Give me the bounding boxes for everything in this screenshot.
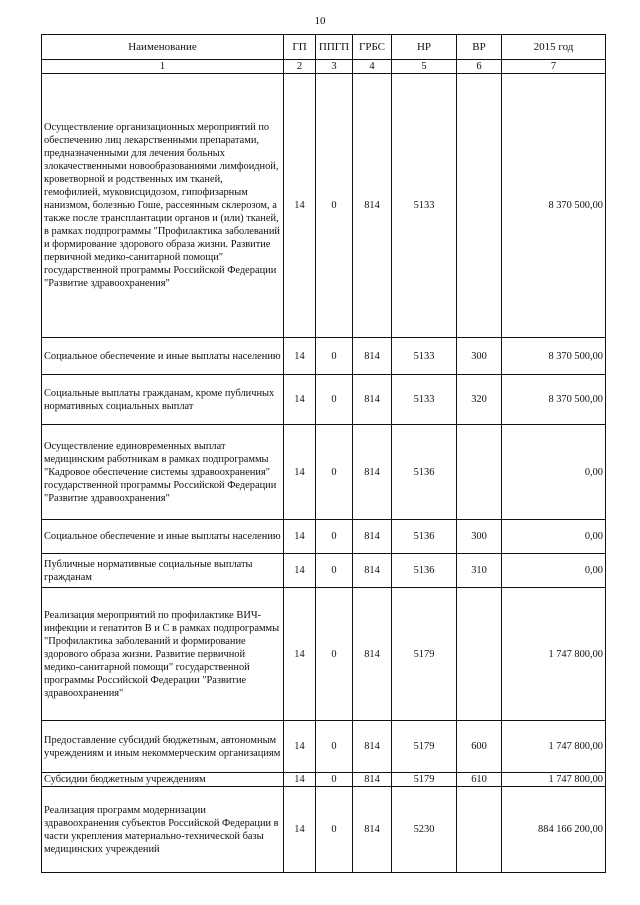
row-gp: 14 xyxy=(284,787,316,873)
header-vr: ВР xyxy=(457,35,502,60)
row-name: Социальное обеспечение и иные выплаты населению xyxy=(42,520,284,554)
row-amount: 0,00 xyxy=(502,425,606,520)
row-nr: 5133 xyxy=(392,338,457,375)
row-ppgp: 0 xyxy=(316,721,353,773)
table-row xyxy=(42,425,606,520)
row-name: Субсидии бюджетным учреждениям xyxy=(42,773,284,787)
row-nr: 5133 xyxy=(392,74,457,338)
row-name: Предоставление субсидий бюджетным, автономным учреждениям и иным некоммерческим организациям xyxy=(42,721,284,773)
row-ppgp: 0 xyxy=(316,773,353,787)
row-name: Публичные нормативные социальные выплаты гражданам xyxy=(42,554,284,588)
row-vr xyxy=(457,787,502,873)
row-nr: 5136 xyxy=(392,554,457,588)
row-vr: 600 xyxy=(457,721,502,773)
row-amount: 8 370 500,00 xyxy=(502,338,606,375)
row-grbs: 814 xyxy=(353,520,392,554)
table-row xyxy=(42,375,606,425)
row-gp: 14 xyxy=(284,773,316,787)
row-gp: 14 xyxy=(284,375,316,425)
row-name: Осуществление организационных мероприятий по обеспечению лиц лекарственными препаратами, предназначенными для лечения больных злокачественными новообразованиями лимфоидной, кроветворной и родственных им тканей, гемофилией, муковисцидозом, гипофизарным нанизмом, болезнью Гоше, рассеянным склерозом, а также после трансплантации органов и (или) тканей, в рамках подпрограммы "Профилактика заболеваний и формирование здорового образа жизни. Развитие первичной медико-санитарной помощи" государственной программы Российской Федерации "Развитие здравоохранения" xyxy=(42,74,284,338)
row-vr xyxy=(457,588,502,721)
row-ppgp: 0 xyxy=(316,787,353,873)
row-amount: 1 747 800,00 xyxy=(502,588,606,721)
row-ppgp: 0 xyxy=(316,338,353,375)
budget-table xyxy=(41,34,606,873)
row-ppgp: 0 xyxy=(316,588,353,721)
row-vr: 320 xyxy=(457,375,502,425)
row-grbs: 814 xyxy=(353,375,392,425)
table-row xyxy=(42,520,606,554)
row-nr: 5230 xyxy=(392,787,457,873)
row-vr: 300 xyxy=(457,338,502,375)
row-name: Реализация мероприятий по профилактике ВИЧ-инфекции и гепатитов В и С в рамках подпрограммы "Профилактика заболеваний и формирование здорового образа жизни. Развитие первичной медико-санитарной помощи" государственной программы Российской Федерации "Развитие здравоохранения" xyxy=(42,588,284,721)
table-row xyxy=(42,588,606,721)
row-amount: 1 747 800,00 xyxy=(502,721,606,773)
row-grbs: 814 xyxy=(353,721,392,773)
row-vr xyxy=(457,74,502,338)
row-grbs: 814 xyxy=(353,425,392,520)
row-nr: 5136 xyxy=(392,520,457,554)
header-nr: НР xyxy=(392,35,457,60)
row-gp: 14 xyxy=(284,425,316,520)
table-row xyxy=(42,74,606,338)
row-gp: 14 xyxy=(284,74,316,338)
header-row xyxy=(42,35,606,60)
row-amount: 0,00 xyxy=(502,554,606,588)
row-ppgp: 0 xyxy=(316,375,353,425)
row-nr: 5133 xyxy=(392,375,457,425)
row-vr: 310 xyxy=(457,554,502,588)
column-number-row xyxy=(42,60,606,74)
column-number: 2 xyxy=(284,60,316,74)
row-amount: 8 370 500,00 xyxy=(502,375,606,425)
column-number: 4 xyxy=(353,60,392,74)
header-gp: ГП xyxy=(284,35,316,60)
row-name: Осуществление единовременных выплат медицинским работникам в рамках подпрограммы "Кадровое обеспечение системы здравоохранения" государственной программы Российской Федерации "Развитие здравоохранения" xyxy=(42,425,284,520)
table-row xyxy=(42,338,606,375)
row-nr: 5179 xyxy=(392,773,457,787)
header-name: Наименование xyxy=(42,35,284,60)
row-nr: 5136 xyxy=(392,425,457,520)
row-amount: 0,00 xyxy=(502,520,606,554)
row-grbs: 814 xyxy=(353,773,392,787)
row-name: Реализация программ модернизации здравоохранения субъектов Российской Федерации в части укрепления материально-технической базы медицинских учреждений xyxy=(42,787,284,873)
row-ppgp: 0 xyxy=(316,74,353,338)
column-number: 7 xyxy=(502,60,606,74)
column-number: 6 xyxy=(457,60,502,74)
row-grbs: 814 xyxy=(353,74,392,338)
row-gp: 14 xyxy=(284,520,316,554)
row-nr: 5179 xyxy=(392,588,457,721)
row-gp: 14 xyxy=(284,338,316,375)
table-row xyxy=(42,773,606,787)
table-row xyxy=(42,554,606,588)
row-amount: 8 370 500,00 xyxy=(502,74,606,338)
row-vr: 610 xyxy=(457,773,502,787)
row-vr xyxy=(457,425,502,520)
row-gp: 14 xyxy=(284,588,316,721)
row-ppgp: 0 xyxy=(316,520,353,554)
row-vr: 300 xyxy=(457,520,502,554)
row-grbs: 814 xyxy=(353,554,392,588)
row-amount: 1 747 800,00 xyxy=(502,773,606,787)
table-row xyxy=(42,787,606,873)
row-nr: 5179 xyxy=(392,721,457,773)
header-year: 2015 год xyxy=(502,35,606,60)
row-grbs: 814 xyxy=(353,338,392,375)
row-gp: 14 xyxy=(284,554,316,588)
header-ppgp: ППГП xyxy=(316,35,353,60)
row-grbs: 814 xyxy=(353,588,392,721)
column-number: 5 xyxy=(392,60,457,74)
row-amount: 884 166 200,00 xyxy=(502,787,606,873)
row-ppgp: 0 xyxy=(316,554,353,588)
row-name: Социальные выплаты гражданам, кроме публичных нормативных социальных выплат xyxy=(42,375,284,425)
page-number: 10 xyxy=(314,15,326,27)
row-grbs: 814 xyxy=(353,787,392,873)
column-number: 3 xyxy=(316,60,353,74)
row-gp: 14 xyxy=(284,721,316,773)
header-grbs: ГРБС xyxy=(353,35,392,60)
row-ppgp: 0 xyxy=(316,425,353,520)
column-number: 1 xyxy=(42,60,284,74)
table-row xyxy=(42,721,606,773)
row-name: Социальное обеспечение и иные выплаты населению xyxy=(42,338,284,375)
